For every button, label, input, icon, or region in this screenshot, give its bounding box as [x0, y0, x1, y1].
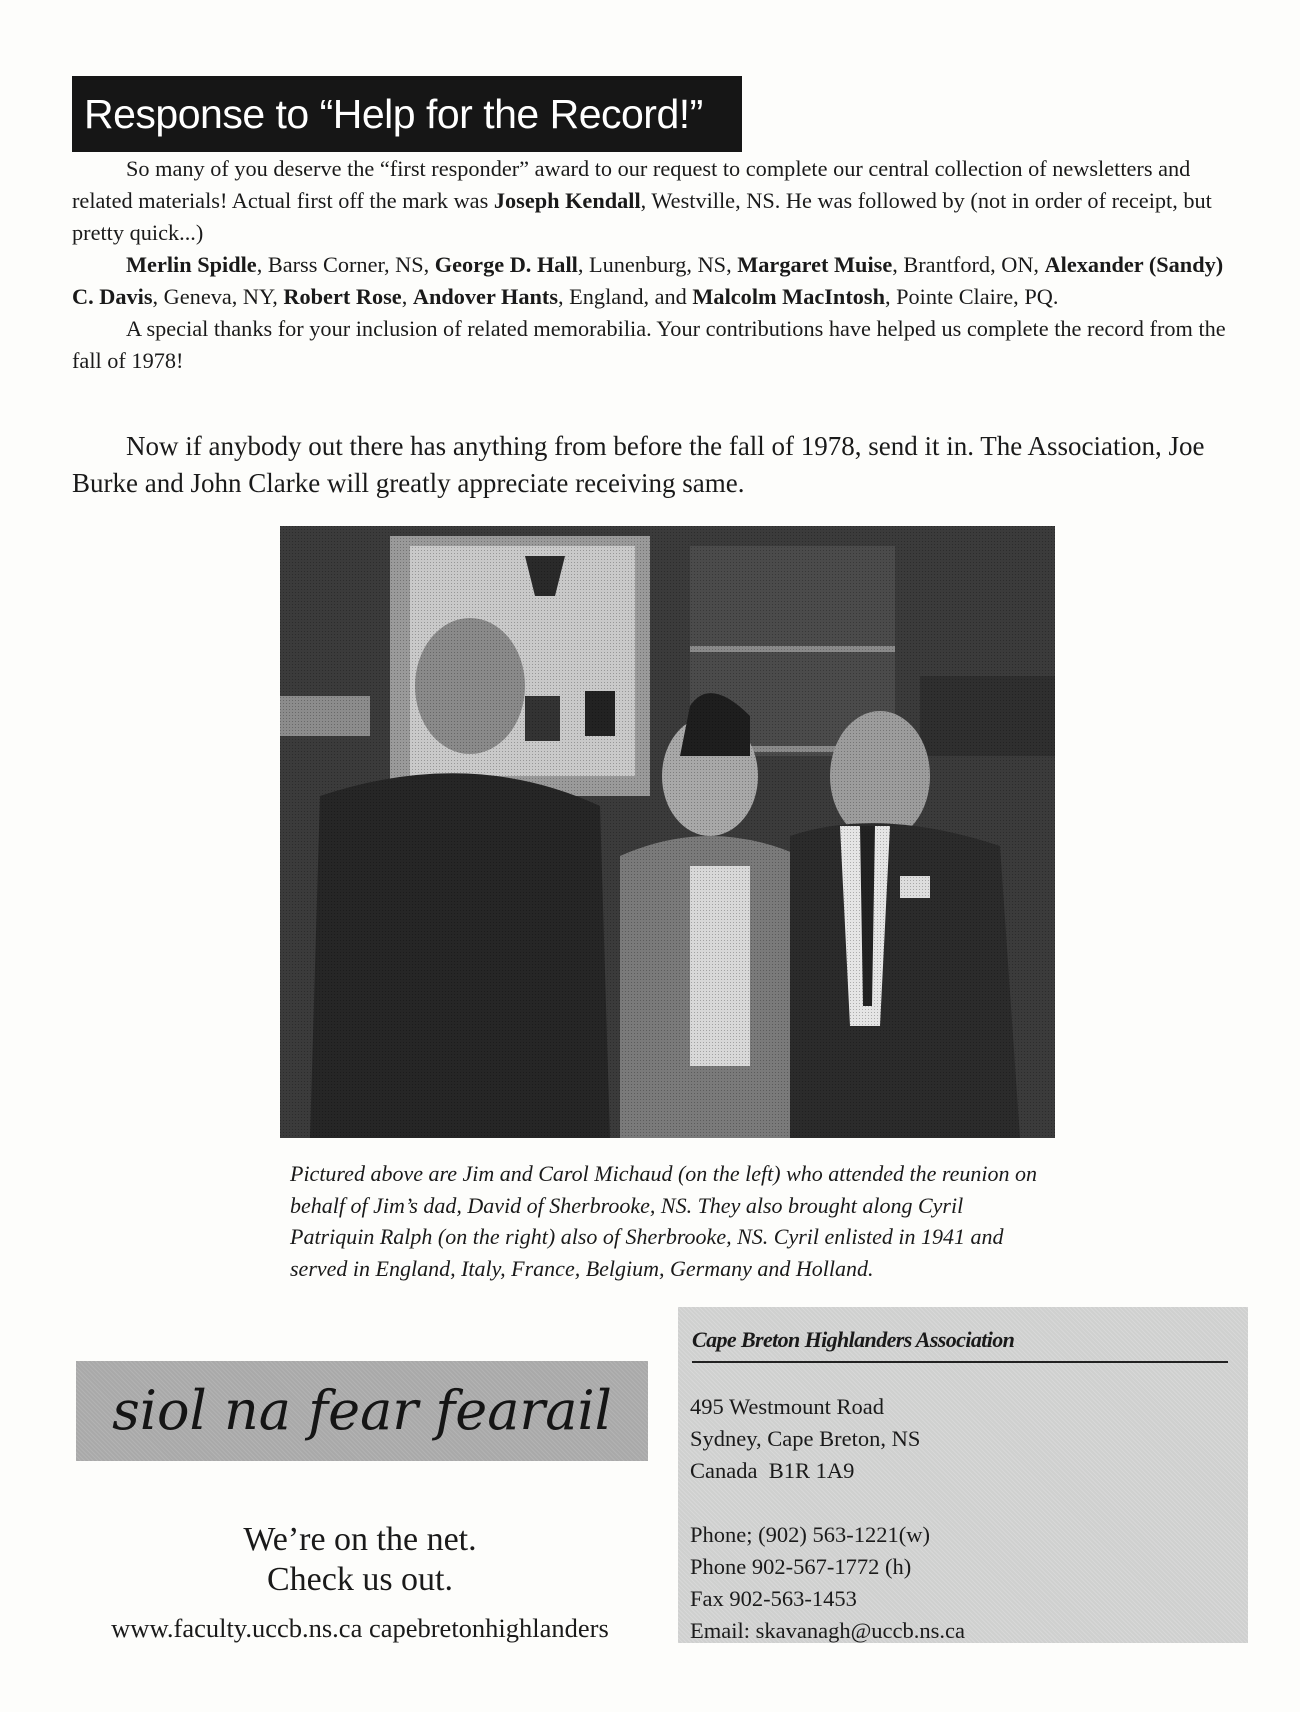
contributor-place: , Barss Corner, NS, — [256, 252, 435, 277]
website-url[interactable]: www.faculty.uccb.ns.ca capebretonhighlanders — [111, 1613, 609, 1643]
fax-number: Fax 902-563-1453 — [690, 1586, 857, 1611]
divider — [692, 1361, 1228, 1363]
contributor-name: Robert Rose — [283, 284, 402, 309]
photo-illustration — [280, 526, 1055, 1138]
contributor-place: , Pointe Claire, PQ. — [884, 284, 1059, 309]
contributor-name: Malcolm MacIntosh — [692, 284, 885, 309]
reunion-photo — [280, 526, 1055, 1138]
contributors-paragraph — [72, 249, 1247, 313]
web-notice-line: Check us out. — [266, 1561, 454, 1598]
contact-box — [678, 1307, 1248, 1643]
phone-work: Phone; (902) 563-1221(w) — [690, 1522, 930, 1547]
contributor-place: , — [401, 284, 413, 309]
organization-name: Cape Breton Highlanders Association — [692, 1327, 1015, 1352]
appeal-paragraph: Now if anybody out there has anything from before the fall of 1978, send it in. The Association, Joe Burke and John Clarke will greatly appreciate receiving same. — [72, 431, 1205, 498]
contact-details — [690, 1391, 965, 1647]
contributor-name: Margaret Muise — [737, 252, 893, 277]
spacer — [690, 1487, 965, 1519]
contributor-name: George D. Hall — [434, 252, 578, 277]
photo-caption: Pictured above are Jim and Carol Michaud (on the left) who attended the reunion on behalf of Jim’s dad, David of Sherbrooke, NS. They also brought along Cyril Patriquin Ralph (on the right) also of Sherbrooke, NS. Cyril enlisted in 1941 and served in England, Italy, France, Belgium, Germany and Holland. — [290, 1161, 1038, 1281]
email-address[interactable]: Email: skavanagh@uccb.ns.ca — [690, 1618, 965, 1643]
intro-text-b: , Westville, NS. He was followed by (not in order of receipt, but pretty quick...) — [72, 188, 1212, 245]
first-responder-name: Joseph Kendall — [493, 188, 641, 213]
contributor-place: , Brantford, ON, — [892, 252, 1045, 277]
address-line: Sydney, Cape Breton, NS — [690, 1426, 921, 1451]
page-headline: Response to “Help for the Record!” — [72, 76, 742, 152]
phone-home: Phone 902-567-1772 (h) — [690, 1554, 912, 1579]
motto-banner: siol na fear fearail — [76, 1361, 648, 1461]
contributor-name: Alexander (Sandy) C. Davis — [72, 252, 1224, 309]
intro-text — [72, 153, 1247, 377]
address-line: 495 Westmount Road — [690, 1394, 885, 1419]
intro-paragraph — [72, 153, 1247, 249]
web-notice-line: We’re on the net. — [243, 1521, 477, 1558]
contributor-name: Andover Hants — [412, 284, 559, 309]
address-line: Canada B1R 1A9 — [690, 1458, 855, 1483]
contributor-place: , Geneva, NY, — [152, 284, 284, 309]
contributor-place: , Lunenburg, NS, — [577, 252, 738, 277]
intro-text-a: So many of you deserve the “first responder” award to our request to complete our central collection of newsletters and related materials! Actual first off the mark was — [72, 156, 1191, 213]
contributor-name: Merlin Spidle — [126, 252, 257, 277]
appeal-text — [72, 428, 1247, 502]
thanks-paragraph: A special thanks for your inclusion of related memorabilia. Your contributions have helped us complete the record from the fall of 1978! — [72, 316, 1226, 373]
contributor-place: , England, and — [558, 284, 693, 309]
web-notice — [60, 1520, 660, 1600]
